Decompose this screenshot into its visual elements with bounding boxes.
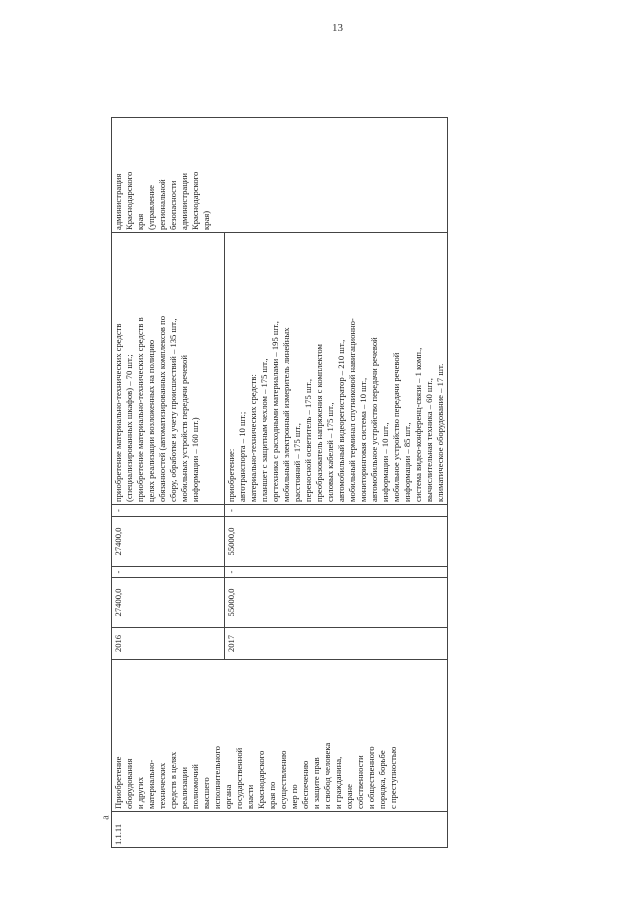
text-line: материально-технических средств: bbox=[248, 374, 258, 502]
text-line: Краснодарского bbox=[124, 171, 134, 230]
other-cell-2017: - bbox=[225, 505, 448, 517]
text-line: вычислительная техника – 60 шт., bbox=[424, 378, 434, 502]
text-line: порядка, борьбе bbox=[377, 750, 387, 809]
text-line: органа bbox=[223, 784, 233, 809]
text-line: безопасности bbox=[168, 180, 178, 230]
text-line: планшет с защитным чехлом – 175 шт., bbox=[259, 358, 269, 502]
text-line: государственной bbox=[234, 747, 244, 809]
text-line: мониторинговая система – 10 шт., bbox=[358, 377, 368, 502]
text-line: края по bbox=[267, 781, 277, 809]
text-line: приобретение материально-технических средств bbox=[113, 323, 123, 502]
program-table-wrapper bbox=[111, 118, 445, 848]
text-line: материально- bbox=[146, 759, 156, 809]
text-line: обязанностей (автоматизированных комплексов по bbox=[157, 315, 167, 502]
text-line: и свобод человека bbox=[322, 742, 332, 809]
text-line: автомобильное устройство передачи речевой bbox=[369, 337, 379, 502]
text-line: края bbox=[135, 213, 145, 230]
text-line: региональной bbox=[157, 179, 167, 230]
federal-cell-2016: - bbox=[112, 567, 225, 578]
text-line: оргтехника с расходными материалами – 195 шт., bbox=[270, 321, 280, 502]
other-cell-2016: - bbox=[112, 505, 225, 517]
text-line: администрация bbox=[113, 173, 123, 230]
result-cell-2017 bbox=[225, 233, 448, 505]
executor-cell bbox=[112, 118, 448, 233]
result-cell-2016 bbox=[112, 233, 225, 505]
text-line: мер по bbox=[289, 784, 299, 809]
text-line: администрации bbox=[179, 172, 189, 230]
text-line: полномочий bbox=[190, 764, 200, 809]
text-line: информации – 85 шт., bbox=[402, 422, 412, 502]
text-line: автомобильный видеорегистратор – 210 шт., bbox=[336, 339, 346, 502]
text-line: климатическое оборудование – 17 шт. bbox=[435, 363, 445, 502]
text-line: края) bbox=[201, 210, 211, 230]
text-line: приобретение: bbox=[226, 448, 236, 502]
text-line: преобразователь напряжения с комплектом bbox=[314, 344, 324, 502]
text-line: высшего bbox=[201, 777, 211, 809]
text-line: Краснодарского bbox=[190, 171, 200, 230]
text-line: власти bbox=[245, 784, 255, 809]
regional-cell-2016: 27400,0 bbox=[112, 517, 225, 567]
text-line: Приобретение bbox=[113, 756, 123, 809]
text-line: собственности bbox=[355, 755, 365, 809]
text-line: мобильных устройств передачи речевой bbox=[179, 355, 189, 502]
table-row-2016 bbox=[112, 118, 225, 848]
row-number-cell bbox=[112, 812, 448, 848]
text-line: оборудования bbox=[124, 758, 134, 809]
text-line: осуществлению bbox=[278, 750, 288, 809]
text-line: и гражданина, bbox=[333, 756, 343, 809]
text-line: с преступностью bbox=[388, 746, 398, 809]
text-line: и общественного bbox=[366, 746, 376, 809]
text-line: технических bbox=[157, 762, 167, 809]
row-number: 1.1.11 bbox=[113, 823, 123, 845]
text-line: (управление bbox=[146, 185, 156, 230]
text-line: (специализированных шкафов) – 70 шт.; bbox=[124, 354, 134, 502]
year-cell-2016: 2016 bbox=[112, 628, 225, 660]
text-line: мобильный электронный измеритель линейных bbox=[281, 327, 291, 502]
text-line: мобильное устройство передачи речевой bbox=[391, 352, 401, 502]
text-line: и других bbox=[135, 776, 145, 809]
text-line: приобретение материально-технических средств в bbox=[135, 317, 145, 502]
text-line: реализации bbox=[179, 767, 189, 809]
text-line: Краснодарского bbox=[256, 750, 266, 809]
text-line: мобильный терминал спутниковой навигационно- bbox=[347, 318, 357, 502]
total-cell-2016: 27400,0 bbox=[112, 578, 225, 628]
text-line: обеспечению bbox=[300, 760, 310, 809]
page-number: 13 bbox=[332, 22, 343, 34]
rotated-table-container bbox=[111, 118, 445, 848]
federal-cell-2017: - bbox=[225, 567, 448, 578]
text-line: средств в целях bbox=[168, 751, 178, 809]
total-cell-2017: 55000,0 bbox=[225, 578, 448, 628]
text-line: информации – 160 шт.) bbox=[190, 417, 200, 502]
text-line: силовых кабелей – 175 шт., bbox=[325, 402, 335, 502]
text-line: сбору, обработке и учету происшествий – 135 шт., bbox=[168, 318, 178, 502]
text-line: и защите прав bbox=[311, 757, 321, 809]
program-activities-table bbox=[111, 117, 448, 848]
text-line: система видео-конференц-связи – 1 комп., bbox=[413, 347, 423, 502]
text-line: целях реализации возложенных на полицию bbox=[146, 339, 156, 502]
text-line: автотранспорта – 10 шт.; bbox=[237, 411, 247, 502]
year-cell-2017: 2017 bbox=[225, 628, 448, 660]
text-line: охране bbox=[344, 784, 354, 809]
stray-mark: а bbox=[100, 815, 112, 820]
text-line: исполнительного bbox=[212, 746, 222, 809]
regional-cell-2017: 55000,0 bbox=[225, 517, 448, 567]
text-line: переносной осветитель – 175 шт., bbox=[303, 378, 313, 502]
text-line: информации – 10 шт., bbox=[380, 422, 390, 502]
activity-name-cell bbox=[112, 660, 448, 812]
text-line: расстояний – 175 шт., bbox=[292, 423, 302, 502]
